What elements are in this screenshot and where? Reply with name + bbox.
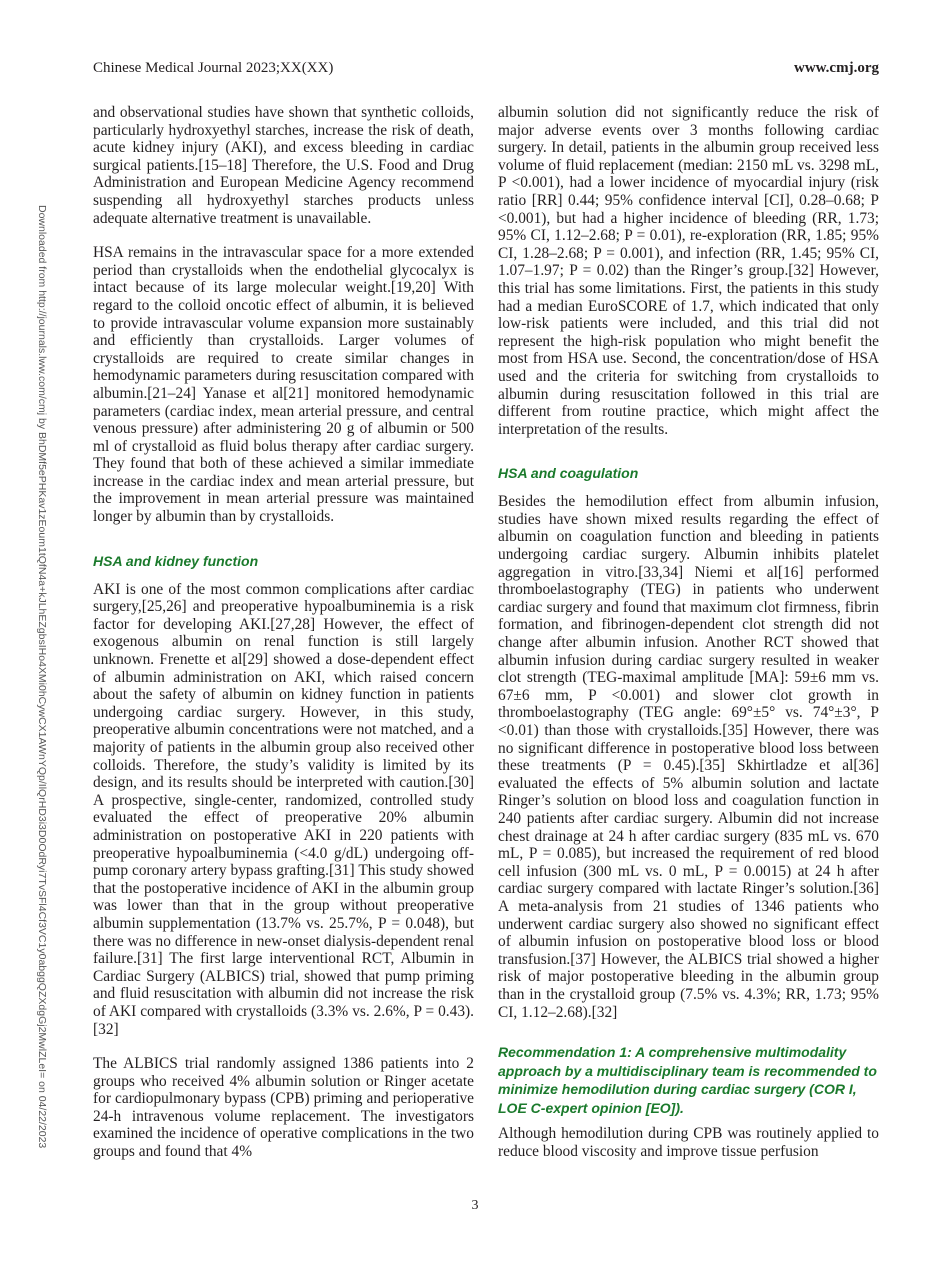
paragraph-albumin-solution: albumin solution did not significantly reduce the risk of major adverse events over 3 months following cardiac surgery. In detail, patients in the albumin group received less volume of fluid replacement (median: 2150 mL vs. 3298 mL, P <0.001), had a lower incidence of myocardial injury (risk ratio [RR] 0.44; 95% confidence interval [CI], 0.28–0.68; P <0.001), but had a higher incidence of bleeding (RR, 1.73; 95% CI, 1.12–2.68; P = 0.01), re-exploration (RR, 1.85; 95% CI, 1.28–2.68; P = 0.001), and infection (RR, 1.45; 95% CI, 1.07–1.97; P = 0.02) than the Ringer’s group.[32] However, this trial has some limitations. First, the patients in this study had a median EuroSCORE of 1.7, which indicated that only low-risk patients were included, and this trial did not represent the high-risk population who might benefit the most from HSA use. Second, the concentration/dose of HSA used and the criteria for switching from crystalloids to albumin during resuscitation followed in this trial are different from routine practice, which might affect the interpretation of the results.: [498, 104, 879, 438]
paragraph-albics-trial: The ALBICS trial randomly assigned 1386 patients into 2 groups who received 4% albumin solution or Ringer acetate for cardiopulmonary bypass (CPB) priming and perioperative 24-h intravenous volume replacement. The investigators examined the incidence of operative complications in the two groups and found that 4%: [93, 1055, 474, 1161]
recommendation-heading: Recommendation 1: A comprehensive multimodality approach by a multidisciplinary team is recommended to minimize hemodilution during cardiac surgery (COR I, LOE C-expert opinion [EO]).: [498, 1044, 877, 1116]
journal-website[interactable]: www.cmj.org: [794, 60, 879, 76]
paragraph-hemodilution: Although hemodilution during CPB was routinely applied to reduce blood viscosity and improve tissue perfusion: [498, 1125, 879, 1160]
journal-citation: Chinese Medical Journal 2023;XX(XX): [93, 60, 334, 76]
download-watermark: Downloaded from http://journals.lww.com/cmj by BhDMf5ePHKav1zEoum1tQfN4a+kJLhEZgbsIHo4XMi0hCywCX1AWnYQp/IlQrHD3i3D0OdRyi7TvSFl4Cf3VC1y0abggQZXdgGj2MwlZLeI= on 04/22/2023: [36, 205, 48, 1149]
paragraph-coagulation: Besides the hemodilution effect from albumin infusion, studies have shown mixed results regarding the effect of albumin on coagulation function and bleeding in patients undergoing cardiac surgery. Albumin inhibits platelet aggregation in vitro.[33,34] Niemi et al[16] performed thromboelastography (TEG) in patients who underwent cardiac surgery and found that maximum clot firmness, fibrin formation, and fibrinogen-dependent clot strength did not change after albumin infusion. Another RCT showed that albumin infusion during cardiac surgery resulted in weaker clot strength (TEG-maximal amplitude [MA]: 59±6 mm vs. 67±6 mm, P <0.001) and slower clot growth in thromboelastography (TEG angle: 69°±5° vs. 74°±3°, P <0.01) than those with crystalloids.[35] However, there was no significant difference in postoperative blood loss between these treatments (P = 0.45).[35] Skhirtladze et al[36] evaluated the effects of 5% albumin solution and lactate Ringer’s solution on blood loss and coagulation function in 240 patients after cardiac surgery. Albumin did not increase chest drainage at 24 h after cardiac surgery (835 mL vs. 670 mL, P = 0.085), but increased the requirement of red blood cell infusion (300 mL vs. 0 mL, P = 0.0015) at 24 h after cardiac surgery compared with lactate Ringer’s solution.[36] A meta-analysis from 21 studies of 1346 patients who underwent cardiac surgery also showed no significant effect of albumin infusion on postoperative blood loss or blood transfusion.[37] However, the ALBICS trial showed a higher risk of major postoperative bleeding in the albumin group than in the crystalloid group (7.5% vs. 4.3%; RR, 1.73; 95% CI, 1.12–2.68).[32]: [498, 493, 879, 1021]
paragraph-synthetic-colloids: and observational studies have shown that synthetic colloids, particularly hydroxyethyl starches, increase the risk of death, acute kidney injury (AKI), and excess bleeding in cardiac surgical patients.[15–18] Therefore, the U.S. Food and Drug Administration and European Medicine Agency recommend suspending all hydroxyethyl starches products unless adequate alternative treatment is unavailable.: [93, 104, 474, 227]
page-number: 3: [471, 1198, 479, 1213]
left-column: [93, 104, 474, 1161]
section-heading-coagulation: HSA and coagulation: [498, 465, 639, 482]
paragraph-aki: AKI is one of the most common complications after cardiac surgery,[25,26] and preoperative hypoalbuminemia is a risk factor for developing AKI.[27,28] However, the effect of exogenous albumin on renal function is still largely unknown. Frenette et al[29] showed a dose-dependent effect of albumin administration on AKI, which raised concern about the safety of albumin on kidney function in patients undergoing cardiac surgery. However, in this study, preoperative albumin concentrations were not matched, and a majority of patients in the albumin group also received other colloids. Therefore, the study’s validity is limited by its design, and its results should be interpreted with caution.[30] A prospective, single-center, randomized, controlled study evaluated the effect of preoperative 20% albumin administration on postoperative AKI in 220 patients with preoperative hypoalbuminemia (<4.0 g/dL) undergoing off-pump coronary artery bypass grafting.[31] This study showed that the postoperative incidence of AKI in the albumin group was lower than that in the group without preoperative albumin supplementation (13.7% vs. 25.7%, P = 0.048), but there was no difference in new-onset dialysis-dependent renal failure.[31] The first large interventional RCT, Albumin in Cardiac Surgery (ALBICS) trial, showed that pump priming and fluid resuscitation with albumin did not increase the risk of AKI compared with crystalloids (3.3% vs. 2.6%, P = 0.43).[32]: [93, 580, 474, 1038]
section-heading-kidney: HSA and kidney function: [93, 552, 259, 569]
right-column: [498, 104, 879, 1160]
paragraph-hsa-intravascular: HSA remains in the intravascular space for a more extended period than crystalloids when the endothelial glycocalyx is intact because of its large molecular weight.[19,20] With regard to the colloid oncotic effect of albumin, it is believed to provide intravascular volume expansion more sustainably and efficiently than crystalloids. Larger volumes of crystalloids are required to create similar changes in hemodynamic parameters during resuscitation compared with albumin.[21–24] Yanase et al[21] monitored hemodynamic parameters (cardiac index, mean arterial pressure, and central venous pressure) after administering 20 g of albumin or 500 ml of crystalloid as fluid bolus therapy after cardiac surgery. They found that both of these achieved a similar immediate increase in the cardiac index and mean arterial pressure, but the improvement in mean arterial pressure was maintained longer by albumin than by crystalloids.: [93, 244, 474, 526]
